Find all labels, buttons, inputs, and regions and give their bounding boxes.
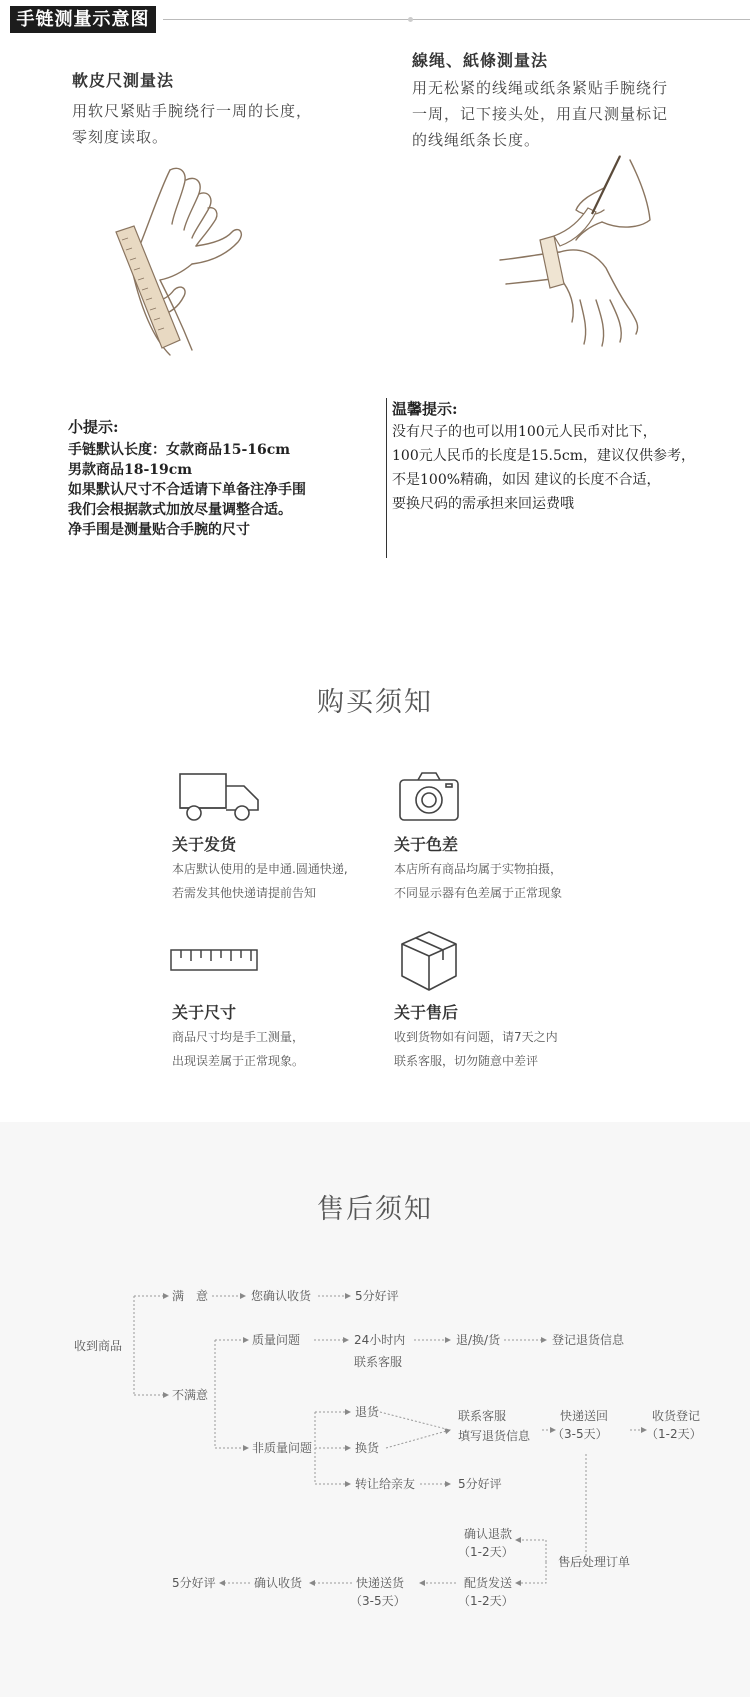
shipping-heading: 关于发货 (172, 835, 237, 854)
flow-quality-issue: 质量问题 (252, 1333, 301, 1347)
color-diff-text (394, 857, 562, 905)
flow-transfer: 转让给亲友 (355, 1477, 416, 1491)
flow-fill-return: 填写退货信息 (458, 1429, 531, 1443)
tips-line: 手链默认长度：女款商品15-16cm (68, 442, 291, 458)
title-divider-dot (408, 17, 413, 22)
hand-string-illustration (480, 150, 670, 360)
tips-line: 净手围是测量贴合手腕的尺寸 (68, 522, 250, 538)
flow-register-return: 登记退货信息 (552, 1333, 625, 1347)
flow-days: （3-5天） (350, 1594, 406, 1608)
flow-after-sale-order: 售后处理订单 (558, 1555, 631, 1569)
size-text (172, 1025, 304, 1073)
soft-ruler-heading: 軟皮尺測量法 (72, 71, 175, 90)
flow-ship-out: 配货发送 (464, 1576, 513, 1590)
size-line: 出现误差属于正常现象。 (172, 1054, 305, 1068)
purchase-title: 购买须知 (317, 687, 433, 718)
flow-express-send: 快递送货 (356, 1576, 405, 1590)
warm-tip-line: 没有尺子的也可以用100元人民币对比下， (392, 424, 657, 440)
flow-contact-cs: 联系客服 (458, 1409, 507, 1423)
title-divider (163, 19, 750, 20)
aftersale-text (394, 1025, 558, 1073)
flow-five-star: 5分好评 (458, 1477, 502, 1491)
tips-text (68, 440, 306, 540)
flow-express-back: 快递送回 (560, 1409, 609, 1423)
camera-icon (398, 770, 460, 822)
hand-soft-ruler-illustration (100, 150, 260, 360)
shipping-line: 本店默认使用的是申通.圆通快递, (172, 862, 348, 876)
size-line: 商品尺寸均是手工测量， (172, 1030, 305, 1044)
flow-confirm-receipt: 您确认收货 (251, 1289, 312, 1303)
warm-tip-text (392, 420, 695, 516)
aftersale-line: 联系客服，切勿随意中差评 (394, 1054, 539, 1068)
flow-confirm-receipt-2: 确认收货 (254, 1576, 303, 1590)
tips-line: 我们会根据款式加放尽量调整合适。 (68, 502, 292, 518)
warm-tip-line: 不是100%精确，如因 建议的长度不合适， (392, 472, 661, 488)
flow-received: 收到商品 (74, 1339, 123, 1353)
string-method-line: 用无松紧的线绳或纸条紧贴手腕绕行 (412, 79, 669, 97)
color-diff-line: 不同显示器有色差属于正常现象 (394, 886, 563, 900)
flow-return: 退货 (355, 1405, 380, 1419)
string-method-heading: 線绳、紙條測量法 (412, 51, 549, 70)
aftersale-heading: 关于售后 (394, 1003, 459, 1022)
truck-icon (178, 770, 262, 822)
shipping-line: 若需发其他快递请提前告知 (172, 886, 317, 900)
measure-title-tag: 手链测量示意图 (10, 6, 156, 33)
aftersale-line: 收到货物如有问题，请7天之内 (394, 1030, 558, 1044)
tips-line: 如果默认尺寸不合适请下单备注净手围 (68, 482, 306, 498)
warm-tip-line: 100元人民币的长度是15.5cm，建议仅供参考， (392, 448, 696, 464)
flow-satisfied: 满 意 (172, 1289, 209, 1303)
flow-within-24h: 24小时内 (354, 1333, 406, 1347)
tips-title: 小提示: (68, 418, 119, 436)
box-icon (400, 930, 458, 992)
aftersale-title: 售后须知 (317, 1194, 433, 1225)
string-method-line: 一周，记下接头处，用直尺测量标记 (412, 105, 669, 123)
flow-days: （1-2天） (458, 1545, 514, 1559)
flow-receive-register: 收货登记 (652, 1409, 701, 1423)
warm-tip-line: 要换尺码的需承担来回运费哦 (392, 496, 574, 512)
soft-ruler-line: 零刻度读取。 (72, 128, 169, 146)
color-diff-heading: 关于色差 (394, 835, 459, 854)
ruler-icon (170, 948, 260, 972)
soft-ruler-line: 用软尺紧贴手腕绕行一周的长度， (72, 102, 313, 120)
string-method-line: 的线绳纸条长度。 (412, 131, 541, 149)
soft-ruler-text (72, 98, 312, 150)
flow-days: （1-2天） (458, 1594, 514, 1608)
flow-contact-cs: 联系客服 (354, 1355, 403, 1369)
flow-days: （3-5天） (552, 1427, 608, 1441)
flow-five-star: 5分好评 (355, 1289, 399, 1303)
warm-tip-title: 温馨提示: (392, 400, 458, 418)
warm-tip-divider (386, 398, 387, 558)
flow-exchange: 换货 (355, 1441, 380, 1455)
color-diff-line: 本店所有商品均属于实物拍摄， (394, 862, 563, 876)
string-method-text (412, 75, 668, 153)
flow-confirm-refund: 确认退款 (464, 1527, 513, 1541)
flow-non-quality-issue: 非质量问题 (252, 1441, 313, 1455)
flow-days: （1-2天） (646, 1427, 702, 1441)
flow-five-star: 5分好评 (172, 1576, 216, 1590)
flow-return-exchange: 退/换/货 (456, 1333, 501, 1347)
shipping-text (172, 857, 348, 905)
tips-line: 男款商品18-19cm (68, 462, 193, 478)
size-heading: 关于尺寸 (172, 1003, 237, 1022)
flow-unsatisfied: 不满意 (172, 1388, 209, 1402)
